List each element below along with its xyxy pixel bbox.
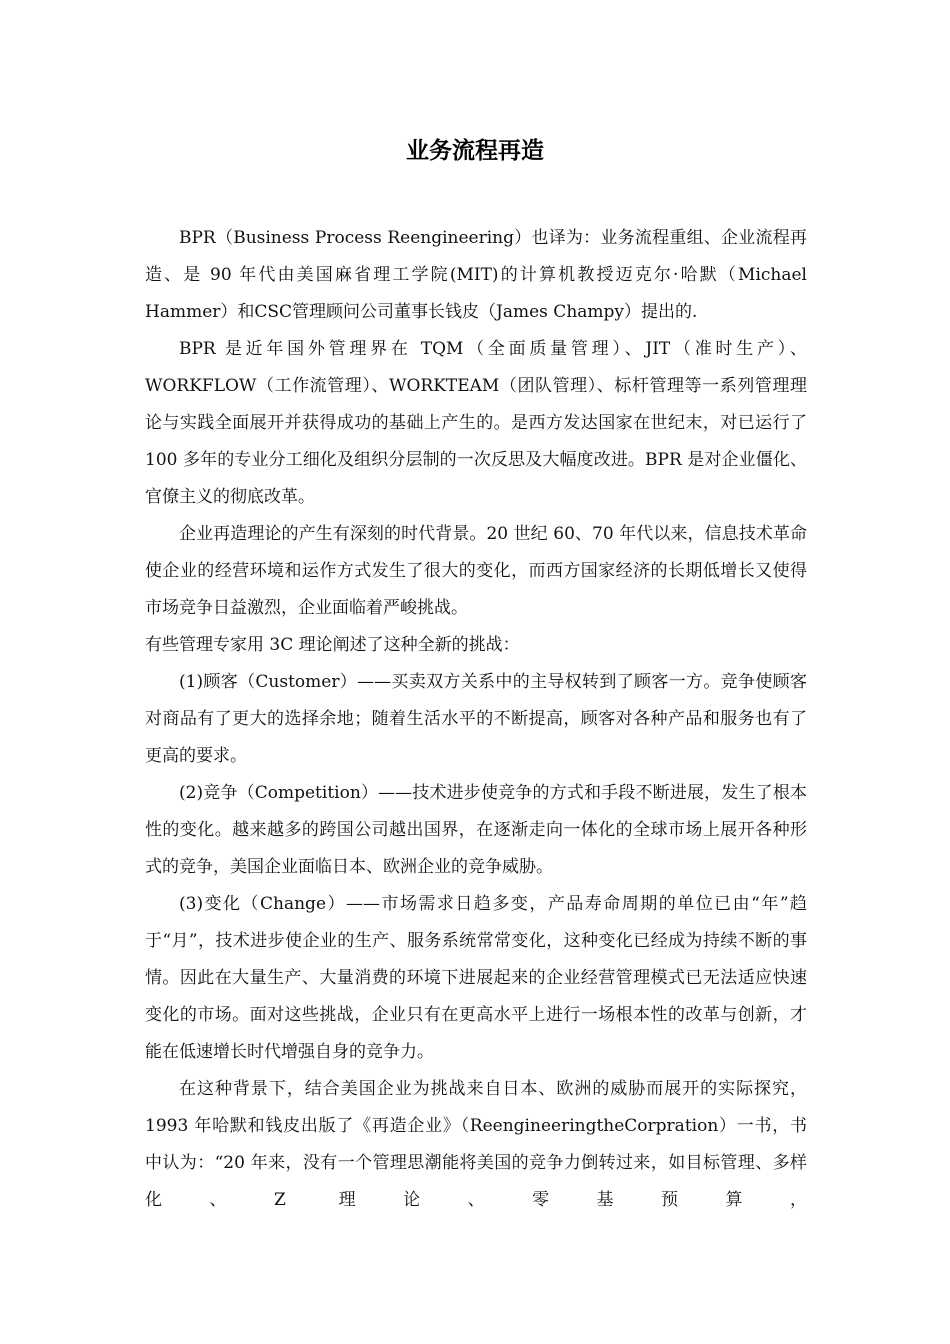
paragraph-bpr-background: BPR 是近年国外管理界在 TQM（全面质量管理）、JIT（准时生产）、WORKFLOW（工作流管理）、WORKTEAM（团队管理）、标杆管理等一系列管理理论与实践全面展开并获得成功的基础上产生的。是西方发达国家在世纪末，对已运行了 100 多年的专业分工细化及组织分层制的一次反思及大幅度改进。BPR 是对企业僵化、官僚主义的彻底改革。	[145, 339, 807, 507]
paragraph-bpr-definition: BPR（Business Process Reengineering）也译为：业务流程重组、企业流程再造、是 90 年代由美国麻省理工学院(MIT)的计算机教授迈克尔·哈默（Michael Hammer）和CSC管理顾问公司董事长钱皮（James Champy）提出的.	[145, 228, 807, 322]
document-title: 业务流程再造	[406, 137, 544, 164]
paragraph-reengineering-book: 在这种背景下，结合美国企业为挑战来自日本、欧洲的威胁而展开的实际探究，1993 年哈默和钱皮出版了《再造企业》（ReengineeringtheCorpration）一书，书中认为：“20 年来，没有一个管理思潮能将美国的竞争力倒转过来，如目标管理、多样化、Z 理论、零基预算，	[145, 1079, 807, 1210]
paragraph-customer: (1)顾客（Customer）——买卖双方关系中的主导权转到了顾客一方。竞争使顾客对商品有了更大的选择余地；随着生活水平的不断提高，顾客对各种产品和服务也有了更高的要求。	[145, 672, 807, 766]
paragraph-era-background: 企业再造理论的产生有深刻的时代背景。20 世纪 60、70 年代以来，信息技术革命使企业的经营环境和运作方式发生了很大的变化，而西方国家经济的长期低增长又使得市场竞争日益激烈，企业面临着严峻挑战。	[145, 524, 807, 618]
paragraph-3c-intro: 有些管理专家用 3C 理论阐述了这种全新的挑战：	[145, 635, 520, 655]
paragraph-change: (3)变化（Change）——市场需求日趋多变，产品寿命周期的单位已由“年”趋于“月”，技术进步使企业的生产、服务系统常常变化，这种变化已经成为持续不断的事情。因此在大量生产、大量消费的环境下进展起来的企业经营管理模式已无法适应快速变化的市场。面对这些挑战，企业只有在更高水平上进行一场根本性的改革与创新，才能在低速增长时代增强自身的竞争力。	[145, 894, 807, 1062]
document-body	[145, 220, 807, 1219]
paragraph-competition: (2)竞争（Competition）——技术进步使竞争的方式和手段不断进展，发生了根本性的变化。越来越多的跨国公司越出国界，在逐渐走向一体化的全球市场上展开各种形式的竞争，美国企业面临日本、欧洲企业的竞争威胁。	[145, 783, 807, 877]
